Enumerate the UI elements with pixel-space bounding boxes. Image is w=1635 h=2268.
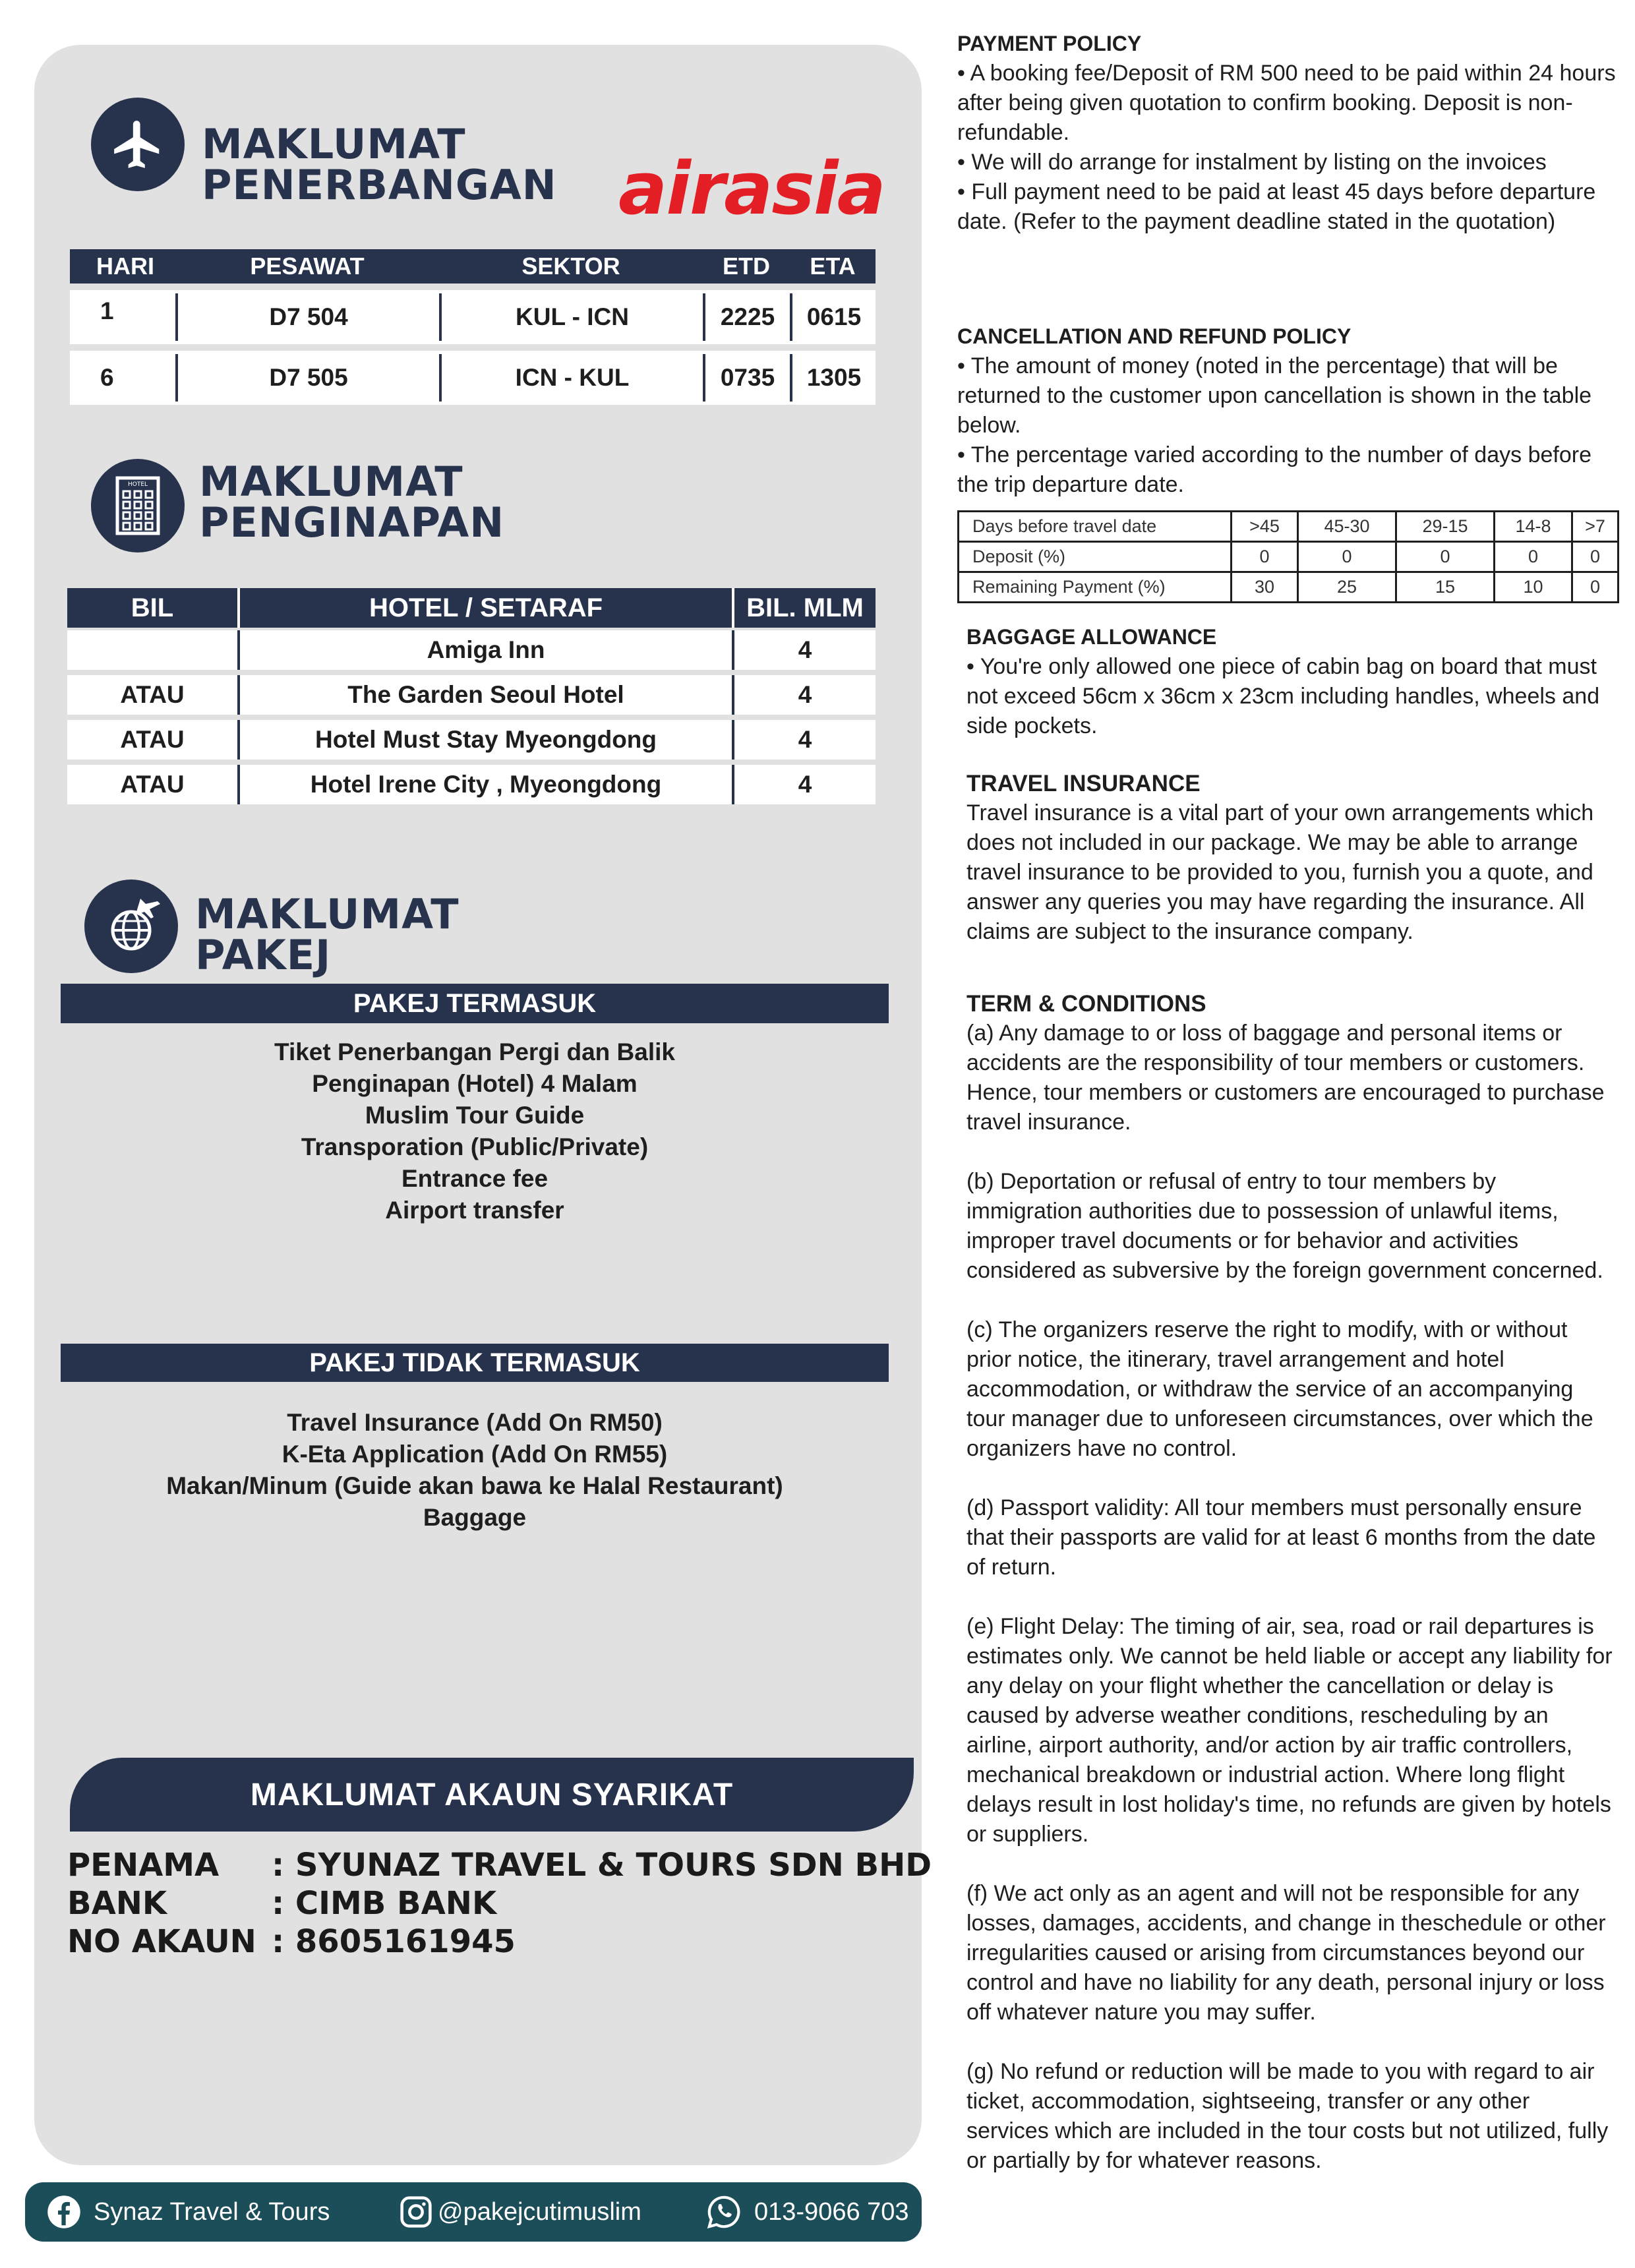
hotel-table — [67, 588, 876, 804]
table-cell: 45-30 — [1297, 512, 1396, 542]
account-row — [67, 1846, 932, 1884]
list-item: Travel Insurance (Add On RM50) — [287, 1409, 663, 1436]
hotel-name: The Garden Seoul Hotel — [237, 675, 732, 715]
account-value: : CIMB BANK — [272, 1885, 497, 1922]
account-value: : 8605161945 — [272, 1923, 516, 1960]
list-item: K-Eta Application (Add On RM55) — [282, 1441, 668, 1468]
payment-policy-title: PAYMENT POLICY — [957, 32, 1142, 55]
hotel-nights: 4 — [732, 765, 876, 804]
account-info — [67, 1846, 932, 1961]
account-row — [67, 1884, 932, 1923]
instagram-contact[interactable] — [398, 2194, 641, 2230]
flight-number: D7 505 — [175, 354, 439, 402]
table-row — [70, 351, 876, 405]
table-cell: 14-8 — [1495, 512, 1572, 542]
hotel-name: Hotel Irene City , Myeongdong — [237, 765, 732, 804]
hotel-icon — [91, 459, 185, 552]
account-row — [67, 1923, 932, 1961]
list-item: Muslim Tour Guide — [365, 1102, 585, 1129]
flight-sector: KUL - ICN — [439, 293, 703, 341]
terms-conditions — [966, 989, 1613, 2176]
included-list — [61, 1036, 889, 1226]
included-bar: PAKEJ TERMASUK — [61, 984, 889, 1023]
flight-eta: 0615 — [790, 293, 876, 341]
table-cell: Days before travel date — [959, 512, 1232, 542]
term-item: (b) Deportation or refusal of entry to tour members by immigration authorities due to possession of unlawful items, improper travel documents or for behavior and activities considered as subversive by the foreign government concerned. — [966, 1169, 1603, 1283]
list-item: Baggage — [423, 1504, 527, 1531]
facebook-icon — [46, 2194, 82, 2230]
flight-day: 1 — [100, 297, 114, 324]
airasia-logo: airasia — [618, 146, 885, 231]
header-etd: ETD — [723, 253, 770, 280]
table-cell: 15 — [1396, 572, 1495, 603]
list-item: Transporation (Public/Private) — [301, 1133, 649, 1160]
header-sektor: SEKTOR — [521, 253, 620, 280]
whatsapp-contact[interactable] — [705, 2193, 909, 2230]
list-item: Penginapan (Hotel) 4 Malam — [312, 1070, 638, 1097]
account-label: BANK — [67, 1885, 167, 1922]
hotel-section-title: MAKLUMAT PENGINAPAN — [199, 458, 505, 547]
table-cell: 29-15 — [1396, 512, 1495, 542]
baggage-text: • You're only allowed one piece of cabin bag on board that must not exceed 56cm x 36cm x 23cm including handles, wheels and side pockets. — [966, 654, 1600, 738]
header-eta: ETA — [810, 253, 856, 280]
header-hotel: HOTEL / SETARAF — [237, 588, 732, 628]
hotel-bil: ATAU — [120, 681, 185, 708]
flight-etd: 0735 — [703, 354, 790, 402]
hotel-name: Amiga Inn — [237, 630, 732, 670]
globe-plane-icon — [84, 880, 178, 973]
table-cell: 0 — [1396, 542, 1495, 572]
cancellation-policy-text: • The amount of money (noted in the percentage) that will be returned to the customer upon cancellation is shown in the table below. • The percentage varied according to the number of days before the trip departure date. — [957, 353, 1592, 497]
hotel-nights: 4 — [732, 630, 876, 670]
term-item: (e) Flight Delay: The timing of air, sea, road or rail departures is estimates only. We cannot be held liable or accept any liability for any delay on your flight whether the cancellation or delay is caused by adverse weather conditions, rescheduling by an airline, airport authority, and/or action by air traffic controllers, mechanical breakdown or industrial action. Where long flight delays result in lost holiday's time, no refunds are given by hotels or suppliers. — [966, 1614, 1613, 1847]
cancellation-policy — [957, 322, 1617, 500]
table-row — [67, 720, 876, 760]
excluded-list — [61, 1407, 889, 1534]
list-item: Airport transfer — [385, 1197, 564, 1224]
flight-eta: 1305 — [790, 354, 876, 402]
hotel-name: Hotel Must Stay Myeongdong — [237, 720, 732, 760]
term-item: (a) Any damage to or loss of baggage and personal items or accidents are the responsibility of tour members or customers. Hence, tour members or customers are encouraged to purchase travel insurance. — [966, 1021, 1605, 1135]
svg-text:HOTEL: HOTEL — [127, 481, 148, 488]
flight-sector: ICN - KUL — [439, 354, 703, 402]
table-row — [67, 630, 876, 670]
hotel-table-header — [67, 588, 876, 628]
package-section-title: MAKLUMAT PAKEJ — [195, 890, 460, 979]
payment-policy — [957, 29, 1617, 237]
table-row — [959, 542, 1619, 572]
header-bil-mlm: BIL. MLM — [732, 588, 876, 628]
table-cell: 0 — [1572, 542, 1619, 572]
contact-footer — [25, 2182, 922, 2242]
list-item: Makan/Minum (Guide akan bawa ke Halal Restaurant) — [166, 1472, 783, 1499]
table-cell: 0 — [1572, 572, 1619, 603]
term-item: (d) Passport validity: All tour members must personally ensure that their passports are valid for at least 6 months from the date of return. — [966, 1495, 1596, 1580]
cancellation-policy-title: CANCELLATION AND REFUND POLICY — [957, 324, 1352, 348]
list-item: Tiket Penerbangan Pergi dan Balik — [274, 1038, 675, 1065]
instagram-icon — [398, 2194, 434, 2230]
excluded-bar: PAKEJ TIDAK TERMASUK — [61, 1344, 889, 1382]
account-label: PENAMA — [67, 1847, 220, 1884]
table-cell: 0 — [1495, 542, 1572, 572]
list-item: Entrance fee — [401, 1165, 549, 1192]
header-bil: BIL — [131, 593, 174, 622]
instagram-label: @pakejcutimuslim — [438, 2197, 641, 2226]
account-banner: MAKLUMAT AKAUN SYARIKAT — [70, 1758, 914, 1832]
baggage-title: BAGGAGE ALLOWANCE — [966, 625, 1217, 649]
hotel-nights: 4 — [732, 720, 876, 760]
term-item: (c) The organizers reserve the right to modify, with or without prior notice, the itinerary, travel arrangement and hotel accommodation, or withdraw the service of an accompanying tour manager due to unforeseen circumstances, over which the organizers have no control. — [966, 1317, 1593, 1461]
flight-section-title: MAKLUMAT PENERBANGAN — [202, 120, 557, 209]
table-cell: 0 — [1297, 542, 1396, 572]
insurance-text: Travel insurance is a vital part of your own arrangements which does not included in our package. We may be able to arrange travel insurance to be provided to you, furnish you a quote, and answer any queries you may have regarding the insurance. All claims are subject to the insurance company. — [966, 800, 1594, 944]
whatsapp-icon — [705, 2193, 742, 2230]
table-row — [67, 765, 876, 804]
hotel-bil: ATAU — [120, 771, 185, 798]
flight-day: 6 — [100, 364, 114, 391]
flight-table-header — [70, 249, 876, 284]
table-cell: Remaining Payment (%) — [959, 572, 1232, 603]
table-cell: 30 — [1232, 572, 1298, 603]
table-cell: 0 — [1232, 542, 1298, 572]
flight-number: D7 504 — [175, 293, 439, 341]
account-value: : SYUNAZ TRAVEL & TOURS SDN BHD — [272, 1847, 932, 1884]
facebook-label: Synaz Travel & Tours — [94, 2197, 330, 2226]
table-cell: 10 — [1495, 572, 1572, 603]
facebook-contact[interactable] — [46, 2194, 330, 2230]
term-item: (f) We act only as an agent and will not be responsible for any losses, damages, accidents, and change in theschedule or other irregularities caused or arising from circumstances beyond our control and have no liability for any death, personal injury or loss off whatever nature you may suffer. — [966, 1881, 1606, 2025]
cancellation-table — [957, 510, 1619, 603]
table-row — [67, 675, 876, 715]
airplane-icon — [91, 98, 185, 191]
hotel-bil: ATAU — [120, 726, 185, 753]
table-cell: >7 — [1572, 512, 1619, 542]
insurance-title: TRAVEL INSURANCE — [966, 771, 1201, 796]
payment-policy-text: • A booking fee/Deposit of RM 500 need to be paid within 24 hours after being given quotation to confirm booking. Deposit is non-refundable. • We will do arrange for instalment by listing on the invoices • Full payment need to be paid at least 45 days before departure date. (Refer to the payment deadline stated in the quotation) — [957, 61, 1616, 234]
flight-etd: 2225 — [703, 293, 790, 341]
whatsapp-label: 013-9066 703 — [754, 2197, 909, 2226]
table-cell: 25 — [1297, 572, 1396, 603]
hotel-nights: 4 — [732, 675, 876, 715]
travel-insurance — [966, 769, 1613, 947]
term-item: (g) No refund or reduction will be made to you with regard to air ticket, accommodation, sightseeing, transfer or any other services which are included in the tour costs but not utilized, fully or partially by for whatever reasons. — [966, 2059, 1609, 2173]
account-label: NO AKAUN — [67, 1923, 256, 1960]
baggage-allowance — [966, 622, 1613, 741]
header-hari: HARI — [96, 253, 154, 280]
terms-title: TERM & CONDITIONS — [966, 991, 1206, 1017]
table-row — [959, 512, 1619, 542]
table-cell: >45 — [1232, 512, 1298, 542]
table-row — [70, 290, 876, 344]
header-pesawat: PESAWAT — [250, 253, 365, 280]
table-row — [959, 572, 1619, 603]
flight-table — [70, 249, 876, 405]
table-cell: Deposit (%) — [959, 542, 1232, 572]
